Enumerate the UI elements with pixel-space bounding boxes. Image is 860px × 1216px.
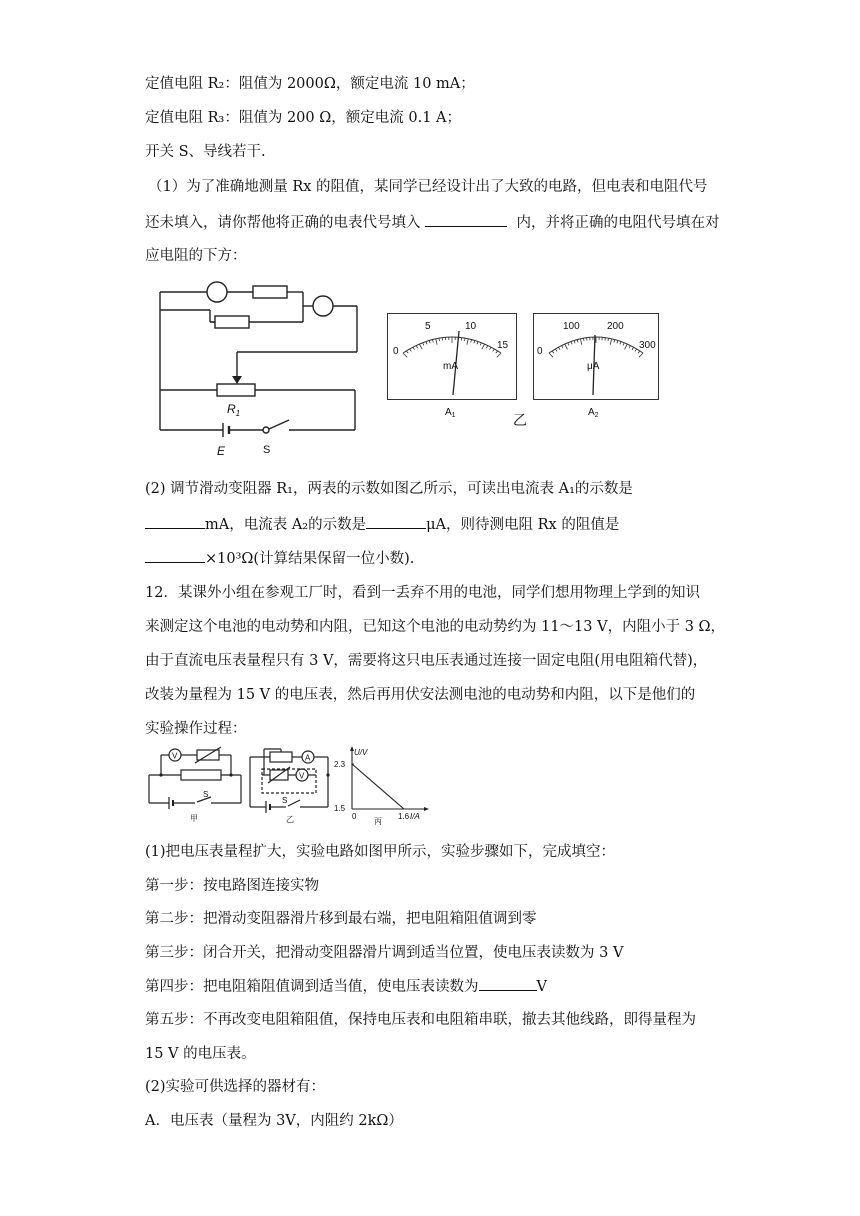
meter-tick-mark: [568, 343, 569, 346]
text-line-step2: 第二步：把滑动变阻器滑片移到最右端，把电阻箱阻值调到零: [145, 911, 537, 927]
meter-tick-mark: [423, 343, 424, 346]
meter-a2-tick-200: 200: [607, 321, 624, 332]
meter-tick-mark: [474, 340, 475, 343]
meter-tick-mark: [471, 340, 472, 343]
circuit-jia: [145, 745, 245, 825]
meter-tick-mark: [562, 346, 564, 349]
s-label: S: [263, 444, 271, 456]
text-line-switch: 开关 S、导线若干.: [145, 144, 266, 160]
meter-tick-mark: [629, 346, 631, 349]
answer-blank-meter: [425, 212, 507, 227]
yi-a-label: A: [305, 753, 311, 763]
text-line-p12a: 12．某课外小组在参观工厂时，看到一丢弃不用的电池，同学们想用物理上学到的知识: [145, 585, 700, 601]
meter-a2-name: $A_2$: [588, 407, 599, 419]
meter-tick-mark: [419, 344, 422, 349]
meter-tick-mark: [565, 344, 568, 349]
meter-tick-mark: [620, 342, 621, 345]
text-line-step5b: 15 V 的电压表。: [145, 1046, 256, 1062]
meter-tick-mark: [610, 339, 611, 345]
meter-a1-tick-0: 0: [393, 346, 399, 357]
meter-tick-mark: [482, 344, 485, 349]
meter-a2-tick-100: 100: [563, 321, 580, 332]
slider-arrow-icon: [232, 376, 242, 384]
meter-tick-mark: [632, 347, 634, 349]
text-line-p12e: 实验操作过程：: [145, 721, 247, 737]
text-line-r3: 定值电阻 R₃：阻值为 200 Ω，额定电流 0.1 A；: [145, 110, 462, 126]
r1-label: $R_1$: [227, 402, 241, 418]
meter-a2-ticks: [549, 337, 643, 357]
yi-s-label: S: [282, 796, 288, 805]
meter-tick-mark: [410, 349, 412, 351]
meter-tick-mark: [625, 344, 628, 349]
meter-tick-mark: [574, 340, 575, 343]
text-line-step4: [145, 976, 547, 997]
meter-tick-mark: [489, 347, 491, 349]
meter-tick-mark: [580, 339, 581, 345]
meter-tick-mark: [608, 338, 609, 341]
text-line-step3: 第三步：闭合开关，把滑动变阻器滑片调到适当位置，使电压表读数为 3 V: [145, 945, 624, 961]
step4-text-post: V: [536, 979, 547, 995]
chart-caption: 丙: [374, 817, 382, 825]
text-line-step5a: 第五步：不再改变电阻箱阻值，保持电压表和电阻箱串联，撤去其他线路，即得量程为: [145, 1012, 696, 1028]
chart-ytick-2.3: 2.3: [334, 760, 346, 769]
chart-xtick-0: 0: [352, 812, 357, 821]
chart-bing: [330, 745, 435, 825]
meter-tick-mark: [416, 346, 418, 349]
meter-tick-mark: [406, 351, 408, 353]
meter-tick-mark: [496, 351, 498, 353]
q2c-text-end: ×10³Ω(计算结果保留一位小数).: [205, 551, 415, 567]
meter-tick-mark: [432, 340, 433, 343]
text-line-q1b: [145, 212, 720, 233]
meter-tick-mark: [549, 353, 553, 357]
q2b-text-end: μA，则待测电阻 Rx 的阻值是: [426, 517, 620, 533]
meter-a2-tick-300: 300: [639, 340, 656, 351]
meter-a2-tick-0: 0: [537, 346, 543, 357]
answer-blank-a1: [145, 514, 205, 529]
jia-v-label: V: [172, 751, 178, 761]
meter-tick-mark: [426, 342, 427, 345]
circuit-diagram-1: [155, 280, 365, 458]
text-line-q2c: [145, 548, 414, 569]
jia-s-label: S: [203, 790, 209, 799]
meter-a2: [533, 313, 659, 419]
yi-caption: 乙: [286, 815, 294, 824]
text-line-q1a: （1）为了准确地测量 Rx 的阻值，某同学已经设计出了大致的电路，但电表和电阻代号: [148, 179, 708, 195]
chart-xlabel: I/A: [410, 812, 420, 821]
text-line-p12d: 改装为量程为 15 V 的电压表，然后再用伏安法测电池的电动势和内阻，以下是他们的: [145, 687, 696, 703]
meter-tick-mark: [477, 342, 478, 345]
text-line-s1: (1)把电压表量程扩大，实验电路如图甲所示，实验步骤如下，完成填空：: [145, 844, 616, 860]
meter-tick-mark: [577, 340, 578, 343]
meter-a2-unit: μA: [587, 361, 600, 372]
meter-tick-mark: [614, 340, 615, 343]
text-line-r2: 定值电阻 R₂：阻值为 2000Ω，额定电流 10 mA；: [145, 76, 475, 92]
q1b-text-pre: 还未填入，请你帮他将正确的电表代号填入: [145, 215, 421, 231]
meter-tick-mark: [638, 351, 640, 353]
step4-text-pre: 第四步：把电阻箱阻值调到适当值，使电压表读数为: [145, 979, 479, 995]
answer-blank-voltage: [479, 976, 537, 991]
chart-ylabel: U/V: [354, 748, 368, 757]
text-line-q2b: [145, 514, 619, 535]
text-line-q2a: (2) 调节滑动变阻器 R₁，两表的示数如图乙所示，可读出电流表 A₁的示数是: [145, 481, 633, 497]
circuit-yi: [246, 745, 341, 825]
meter-tick-mark: [571, 342, 572, 345]
meter-tick-mark: [486, 346, 488, 349]
chart-ytick-1.5: 1.5: [334, 804, 346, 813]
text-line-step1: 第一步：按电路图连接实物: [145, 878, 319, 894]
meter-tick-mark: [403, 353, 407, 357]
text-line-q1c: 应电阻的下方：: [145, 248, 247, 264]
meter-tick-mark: [436, 339, 437, 345]
text-line-p12c: 由于直流电压表量程只有 3 V，需要将这只电压表通过连接一固定电阻(用电阻箱代替)，: [145, 653, 708, 669]
meter-tick-mark: [635, 349, 637, 351]
meter-tick-mark: [439, 338, 440, 341]
meter-a1-tick-15: 15: [497, 340, 509, 351]
meter-tick-mark: [617, 340, 618, 343]
meter-tick-mark: [493, 349, 495, 351]
meter-a1-unit: mA: [443, 361, 458, 372]
text-line-p12b: 来测定这个电池的电动势和内阻，已知这个电池的电动势约为 11～13 V，内阻小于 3 Ω，: [145, 619, 726, 635]
meter-tick-mark: [480, 343, 481, 346]
meter-tick-mark: [639, 353, 643, 357]
meter-tick-mark: [555, 349, 557, 351]
meter-a1: [387, 313, 517, 419]
figure-yi-label: 乙: [513, 413, 527, 429]
meter-tick-mark: [413, 347, 415, 349]
q2b-text-mid: mA，电流表 A₂的示数是: [205, 517, 367, 533]
meter-a1-tick-10: 10: [465, 321, 477, 332]
meter-tick-mark: [464, 338, 465, 341]
meter-tick-mark: [429, 340, 430, 343]
chart-xtick-1.6: 1.6: [398, 812, 410, 821]
meter-tick-mark: [497, 353, 501, 357]
meter-tick-mark: [623, 343, 624, 346]
meter-tick-mark: [583, 338, 584, 341]
e-label: E: [217, 444, 226, 458]
answer-blank-a2: [366, 514, 426, 529]
yi-v-label: V: [299, 771, 305, 781]
meter-a1-tick-5: 5: [425, 321, 431, 332]
chart-series-line: [352, 764, 404, 809]
q1b-text-post: 内，并将正确的电阻代号填在对: [516, 215, 720, 231]
text-line-s2: (2)实验可供选择的器材有：: [145, 1079, 326, 1095]
meter-tick-mark: [552, 351, 554, 353]
text-line-option-a: A．电压表（量程为 3V，内阻约 2kΩ）: [145, 1113, 403, 1129]
meter-a1-name: $A_1$: [445, 407, 456, 419]
answer-blank-rx: [145, 548, 205, 563]
x-arrow-icon: [424, 807, 429, 811]
meter-tick-mark: [558, 347, 560, 349]
jia-caption: 甲: [190, 814, 198, 823]
meter-a1-ticks: [403, 337, 501, 357]
meter-tick-mark: [467, 339, 468, 345]
